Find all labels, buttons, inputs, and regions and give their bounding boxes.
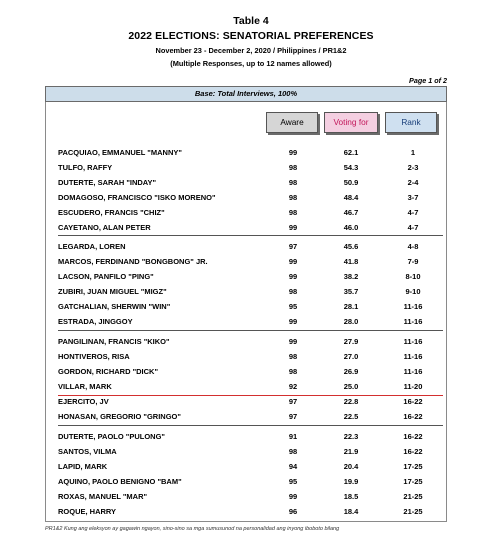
rank-value: 11-16 [403, 317, 423, 326]
rank-value: 9-10 [405, 287, 421, 296]
candidate-name: TULFO, RAFFY [58, 163, 113, 172]
page-indicator: Page 1 of 2 [409, 76, 447, 85]
voting-value: 41.8 [343, 257, 359, 266]
footnote: PR1&2 Kung ang eleksyon ay gagawin ngayon, sino-sino sa mga sumusunod na personalidad ang inyong iboboto bilang [45, 526, 340, 532]
rank-value: 16-22 [403, 447, 423, 456]
voting-value: 27.9 [343, 337, 359, 346]
candidate-name: HONASAN, GREGORIO "GRINGO" [58, 412, 181, 421]
voting-value: 27.0 [343, 352, 359, 361]
aware-value: 98 [288, 163, 298, 172]
candidate-name: VILLAR, MARK [58, 382, 112, 391]
voting-value: 22.3 [343, 432, 359, 441]
candidate-name: DUTERTE, PAOLO "PULONG" [58, 432, 165, 441]
voting-value: 28.0 [343, 317, 359, 326]
aware-value: 91 [288, 432, 298, 441]
candidate-name: PACQUIAO, EMMANUEL "MANNY" [58, 148, 182, 157]
table-row [58, 315, 444, 330]
table-row [58, 410, 444, 425]
candidate-name: ESTRADA, JINGGOY [58, 317, 133, 326]
aware-value: 99 [288, 223, 298, 232]
table-title: 2022 ELECTIONS: SENATORIAL PREFERENCES [128, 30, 374, 42]
table-row [58, 460, 444, 475]
voting-value: 48.4 [343, 193, 359, 202]
rank-value: 2-4 [407, 178, 419, 187]
candidate-name: MARCOS, FERDINAND "BONGBONG" JR. [58, 257, 208, 266]
rank-value: 11-16 [403, 367, 423, 376]
rank-value: 16-22 [403, 432, 423, 441]
aware-value: 95 [288, 302, 298, 311]
voting-value: 62.1 [343, 148, 359, 157]
aware-value: 98 [288, 367, 298, 376]
candidate-name: EJERCITO, JV [58, 397, 109, 406]
candidate-name: GATCHALIAN, SHERWIN "WIN" [58, 302, 171, 311]
aware-value: 98 [288, 447, 298, 456]
table-subtitle: November 23 - December 2, 2020 / Philippines / PR1&2 [155, 46, 347, 55]
voting-value: 45.6 [343, 242, 359, 251]
voting-value: 38.2 [343, 272, 359, 281]
table-row [58, 300, 444, 315]
table-row [58, 365, 444, 380]
base-bar: Base: Total Interviews, 100% [45, 86, 447, 102]
candidate-name: PANGILINAN, FRANCIS "KIKO" [58, 337, 170, 346]
rank-value: 16-22 [403, 412, 423, 421]
table-row [58, 221, 444, 236]
voting-value: 54.3 [343, 163, 359, 172]
candidate-name: CAYETANO, ALAN PETER [58, 223, 151, 232]
rank-value: 11-16 [403, 302, 423, 311]
table-row [58, 490, 444, 505]
aware-value: 92 [288, 382, 298, 391]
candidate-name: AQUINO, PAOLO BENIGNO "BAM" [58, 477, 182, 486]
aware-value: 98 [288, 352, 298, 361]
group-divider [58, 425, 443, 426]
voting-value: 18.5 [343, 492, 359, 501]
candidate-name: ZUBIRI, JUAN MIGUEL "MIGZ" [58, 287, 167, 296]
candidate-name: GORDON, RICHARD "DICK" [58, 367, 159, 376]
voting-value: 46.7 [343, 208, 359, 217]
aware-value: 98 [288, 208, 298, 217]
aware-value: 97 [288, 397, 298, 406]
candidate-name: LACSON, PANFILO "PING" [58, 272, 154, 281]
aware-value: 98 [288, 193, 298, 202]
table-row [58, 206, 444, 221]
table-row [58, 445, 444, 460]
aware-value: 99 [288, 257, 298, 266]
rank-value: 8-10 [405, 272, 421, 281]
aware-value: 98 [288, 287, 298, 296]
table-row [58, 240, 444, 255]
table-row [58, 505, 444, 520]
rank-value: 17-25 [403, 477, 423, 486]
group-divider [58, 330, 443, 331]
candidate-name: SANTOS, VILMA [58, 447, 117, 456]
candidate-name: LEGARDA, LOREN [58, 242, 126, 251]
table-row [58, 146, 444, 161]
group-divider [58, 235, 443, 236]
candidate-name: ROQUE, HARRY [58, 507, 117, 516]
rank-value: 1 [410, 148, 416, 157]
aware-value: 99 [288, 317, 298, 326]
table-row [58, 161, 444, 176]
table-row [58, 350, 444, 365]
aware-value: 99 [288, 492, 298, 501]
voting-value: 22.8 [343, 397, 359, 406]
table-row [58, 270, 444, 285]
voting-value: 20.4 [343, 462, 359, 471]
table-row [58, 380, 444, 395]
rank-value: 7-9 [407, 257, 419, 266]
voting-value: 25.0 [343, 382, 359, 391]
voting-value: 35.7 [343, 287, 359, 296]
table-row [58, 255, 444, 270]
voting-value: 46.0 [343, 223, 359, 232]
table-row [58, 285, 444, 300]
candidate-name: ESCUDERO, FRANCIS "CHIZ" [58, 208, 165, 217]
rank-value: 16-22 [403, 397, 423, 406]
candidate-name: HONTIVEROS, RISA [58, 352, 130, 361]
cutoff-divider [58, 395, 443, 396]
rank-value: 2-3 [407, 163, 419, 172]
voting-value: 26.9 [343, 367, 359, 376]
table-note: (Multiple Responses, up to 12 names allowed) [170, 59, 332, 68]
aware-value: 97 [288, 412, 298, 421]
voting-value: 28.1 [343, 302, 359, 311]
candidate-name: DUTERTE, SARAH "INDAY" [58, 178, 157, 187]
candidate-name: DOMAGOSO, FRANCISCO "ISKO MORENO" [58, 193, 216, 202]
rank-value: 11-16 [403, 352, 423, 361]
aware-value: 99 [288, 148, 298, 157]
column-header-voting: Voting for [324, 112, 378, 133]
rank-value: 17-25 [403, 462, 423, 471]
voting-value: 50.9 [343, 178, 359, 187]
rank-value: 3-7 [407, 193, 419, 202]
table-row [58, 395, 444, 410]
rank-value: 11-16 [403, 337, 423, 346]
rank-value: 4-7 [407, 208, 419, 217]
rank-value: 21-25 [403, 492, 423, 501]
rank-value: 21-25 [403, 507, 423, 516]
aware-value: 94 [288, 462, 298, 471]
rank-value: 4-8 [407, 242, 419, 251]
voting-value: 21.9 [343, 447, 359, 456]
aware-value: 98 [288, 178, 298, 187]
aware-value: 97 [288, 242, 298, 251]
rank-value: 4-7 [407, 223, 419, 232]
column-header-rank: Rank [385, 112, 437, 133]
candidate-name: LAPID, MARK [58, 462, 108, 471]
aware-value: 99 [288, 272, 298, 281]
table-row [58, 475, 444, 490]
aware-value: 95 [288, 477, 298, 486]
voting-value: 22.5 [343, 412, 359, 421]
table-row [58, 176, 444, 191]
aware-value: 99 [288, 337, 298, 346]
rank-value: 11-20 [403, 382, 423, 391]
voting-value: 18.4 [343, 507, 359, 516]
table-row [58, 430, 444, 445]
table-row [58, 191, 444, 206]
column-header-aware: Aware [266, 112, 318, 133]
table-row [58, 335, 444, 350]
table-label: Table 4 [233, 15, 269, 27]
voting-value: 19.9 [343, 477, 359, 486]
aware-value: 96 [288, 507, 298, 516]
candidate-name: ROXAS, MANUEL "MAR" [58, 492, 148, 501]
